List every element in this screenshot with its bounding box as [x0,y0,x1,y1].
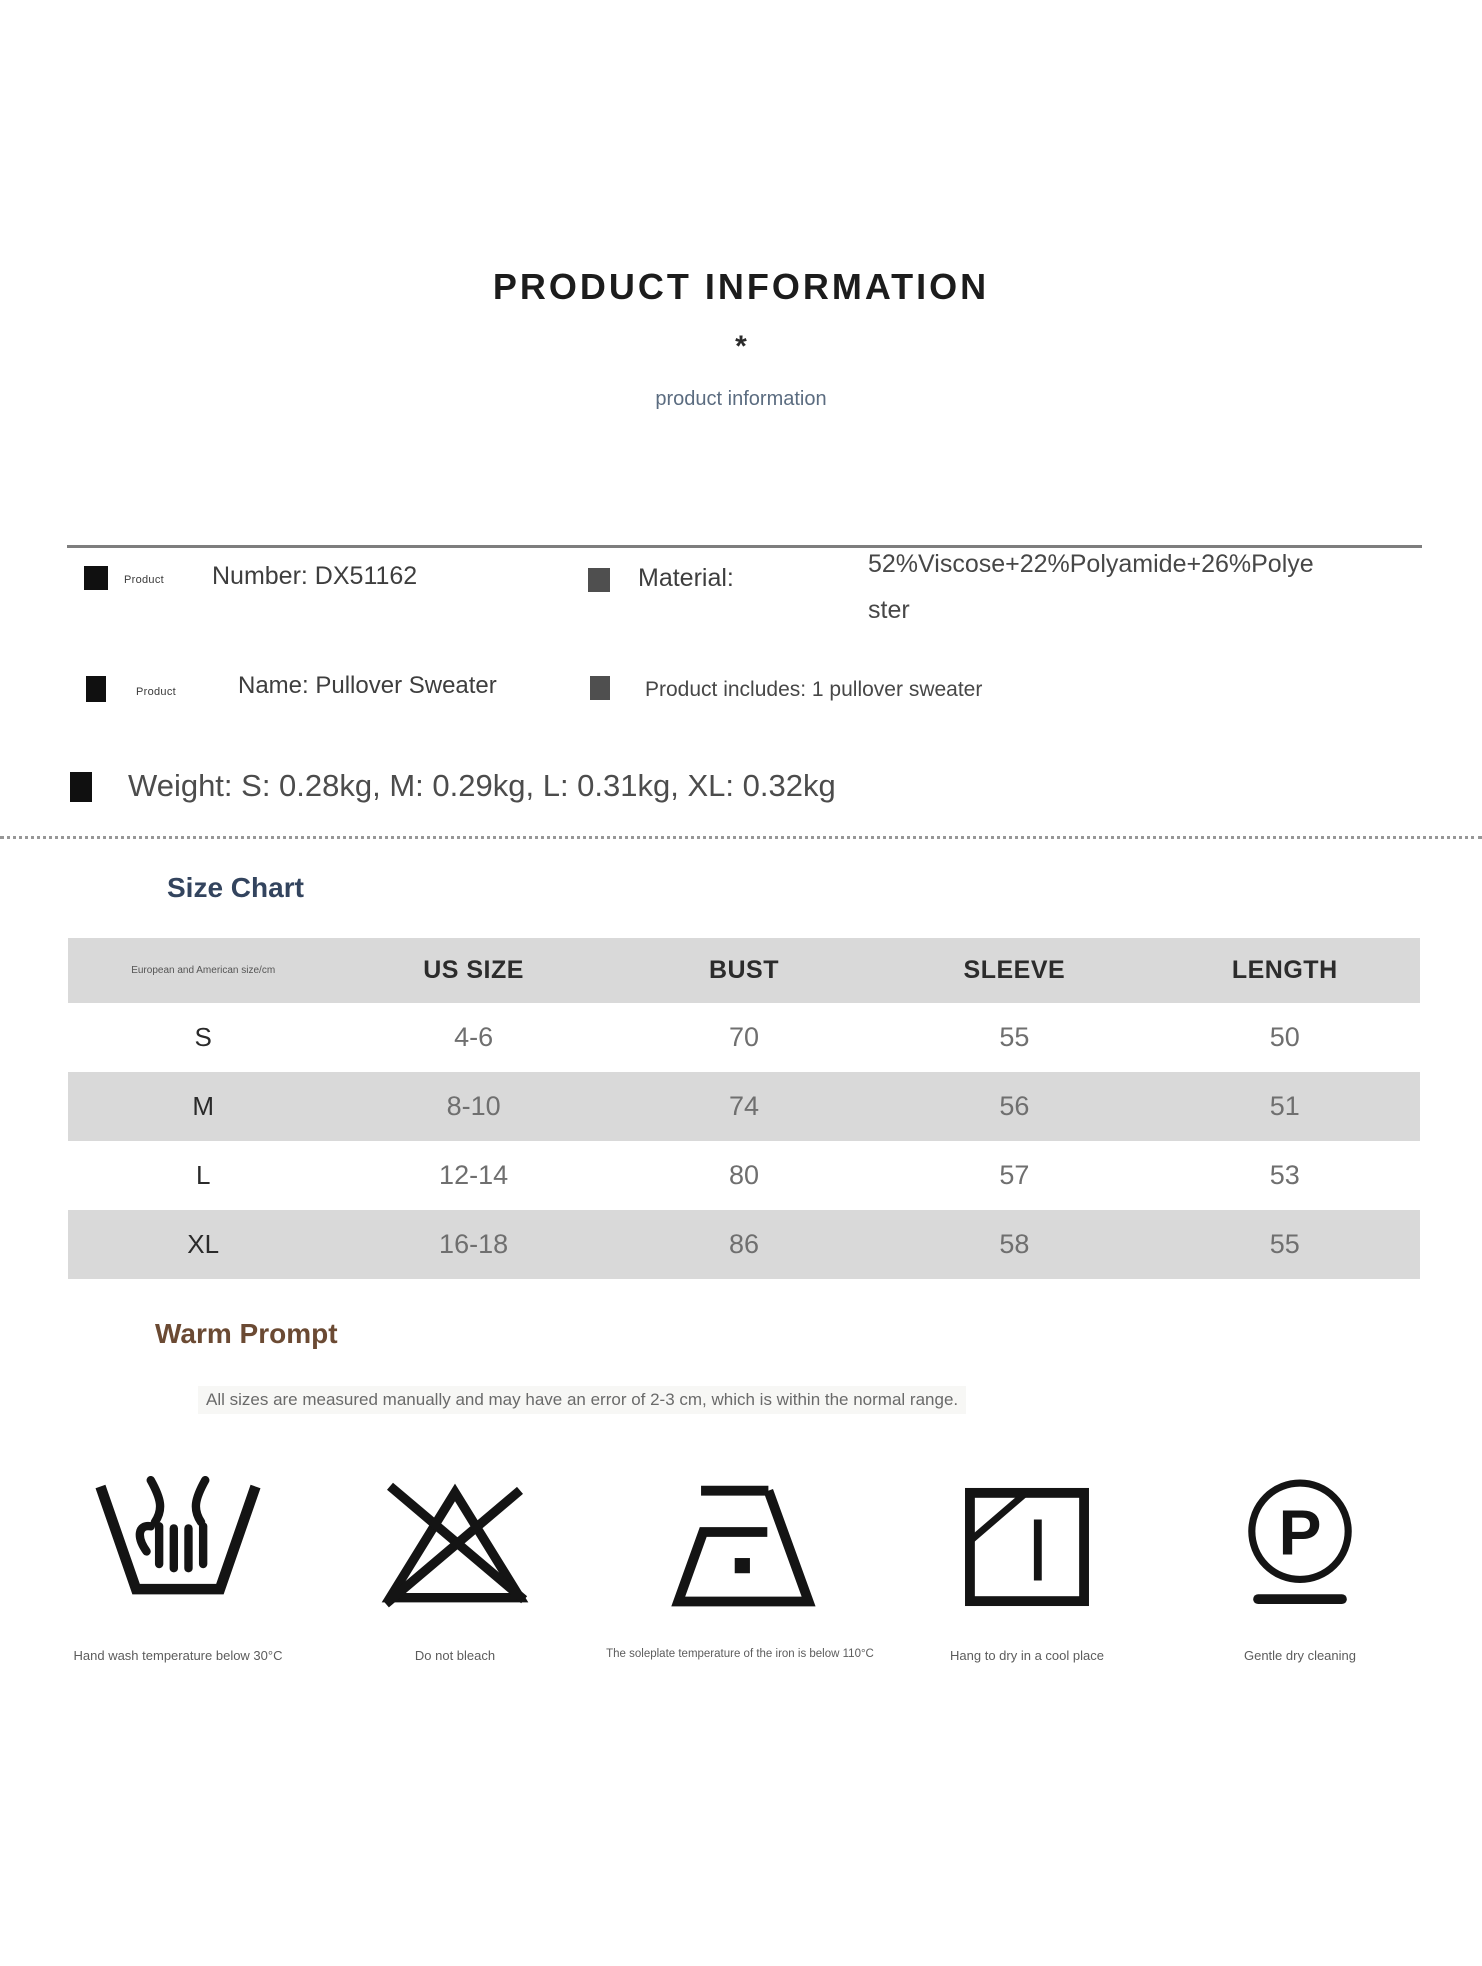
care-label-iron: The soleplate temperature of the iron is below 110°C [606,1648,874,1660]
material-label: Material: [638,564,734,592]
star-divider-icon: * [735,330,747,363]
bullet-square-icon [86,676,106,702]
do-not-bleach-icon [377,1478,533,1608]
product-number: Number: DX51162 [212,562,418,590]
material-value-line2: ster [868,596,910,624]
page-subtitle: product information [655,388,827,410]
column-header-sleeve: SLEEVE [963,956,1066,984]
product-includes: Product includes: 1 pullover sweater [645,678,983,701]
gentle-dry-clean-icon [1242,1474,1358,1610]
weight-info: Weight: S: 0.28kg, M: 0.29kg, L: 0.31kg, XL: 0.32kg [128,768,836,803]
table-row [68,1141,1420,1210]
cell-us-size: 4-6 [454,1022,494,1052]
table-row [68,1003,1420,1072]
care-label-dry-clean: Gentle dry cleaning [1243,1648,1356,1663]
dotted-divider [0,836,1482,839]
cell-size: XL [187,1229,220,1259]
cell-size: M [192,1091,215,1121]
measurement-note: All sizes are measured manually and may have an error of 2-3 cm, which is within the normal range. [198,1386,966,1414]
size-chart-table [68,938,1420,1279]
cell-bust: 74 [728,1091,759,1121]
hang-dry-shade-icon [963,1486,1091,1608]
svg-text:P: P [1278,1496,1322,1569]
table-row [68,1072,1420,1141]
cell-length: 53 [1269,1160,1300,1190]
cell-length: 55 [1269,1229,1300,1259]
product-prefix-label: Product [136,686,177,698]
cell-sleeve: 56 [999,1091,1030,1121]
bullet-square-icon [70,772,92,802]
column-header-us-size: US SIZE [423,956,524,984]
bullet-square-icon [588,568,610,592]
cell-bust: 80 [728,1160,759,1190]
page-title: PRODUCT INFORMATION [492,266,990,307]
cell-bust: 86 [728,1229,759,1259]
iron-low-heat-icon [662,1482,827,1608]
cell-length: 50 [1269,1022,1300,1052]
column-header-bust: BUST [708,956,779,984]
table-row [68,1210,1420,1279]
cell-us-size: 8-10 [446,1091,501,1121]
size-table-header-row [68,938,1420,1003]
cell-sleeve: 58 [999,1229,1030,1259]
bullet-square-icon [84,566,108,590]
column-header-length: LENGTH [1231,956,1338,984]
size-chart-heading: Size Chart [167,872,304,903]
cell-length: 51 [1269,1091,1300,1121]
solid-divider [67,545,1422,548]
material-value-line1: 52%Viscose+22%Polyamide+26%Polye [868,550,1314,578]
product-prefix-label: Product [124,574,165,586]
cell-us-size: 12-14 [439,1160,509,1190]
care-label-do-not-bleach: Do not bleach [414,1648,496,1663]
cell-sleeve: 57 [999,1160,1030,1190]
column-header-region: European and American size/cm [131,965,276,976]
cell-size: L [195,1160,211,1190]
bullet-square-icon [590,676,610,700]
product-name: Name: Pullover Sweater [238,672,497,699]
cell-us-size: 16-18 [439,1229,509,1259]
care-label-hand-wash: Hand wash temperature below 30°C [73,1648,283,1663]
cell-size: S [194,1022,212,1052]
cell-bust: 70 [728,1022,759,1052]
warm-prompt-heading: Warm Prompt [155,1318,338,1349]
care-label-hang-dry: Hang to dry in a cool place [950,1648,1104,1663]
hand-wash-icon [94,1476,262,1608]
cell-sleeve: 55 [999,1022,1030,1052]
